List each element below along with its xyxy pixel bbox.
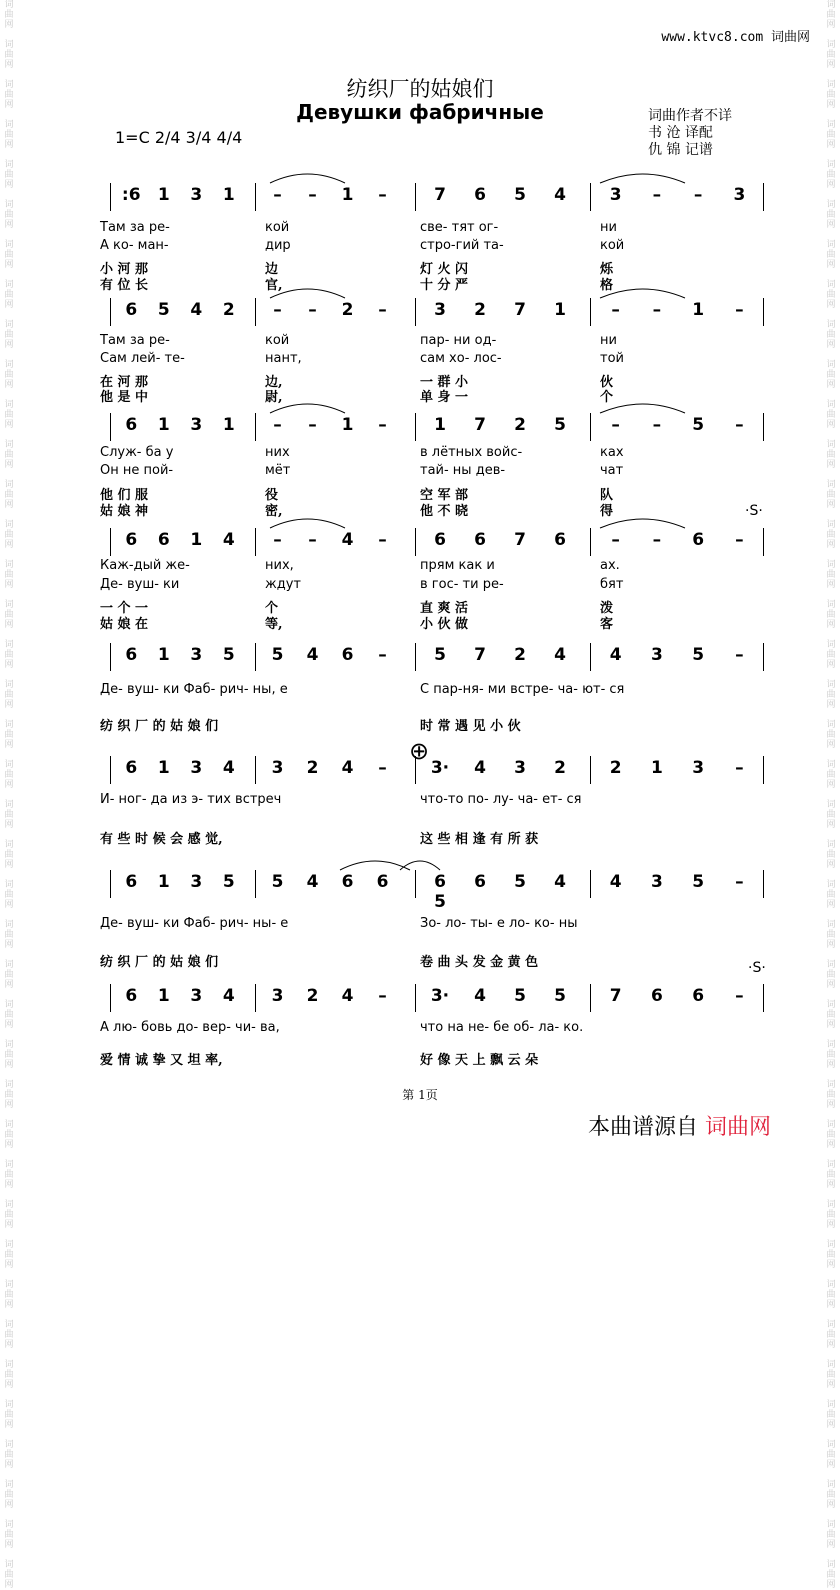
note: 2: [474, 300, 486, 320]
lyric-text: 个: [265, 601, 279, 616]
note: –: [378, 300, 387, 320]
lyric-text: 伙: [600, 375, 614, 390]
note: –: [735, 758, 744, 778]
note: 4: [341, 758, 354, 778]
lyric-text: 烁: [600, 262, 614, 277]
lyric-text: 姑 娘 在: [100, 617, 149, 632]
lyric-text: кой: [265, 333, 290, 348]
note: :6: [121, 185, 141, 205]
note: –: [378, 415, 387, 435]
note: –: [735, 645, 744, 665]
lyric-text: 尉,: [265, 390, 283, 405]
lyric-text: кой: [600, 238, 625, 253]
lyric-text: 直 爽 活: [420, 601, 469, 616]
note: –: [652, 530, 662, 550]
page-number: 第 1页: [402, 1088, 438, 1102]
note: 4: [609, 872, 622, 892]
credit-line: 书 沧 译配: [648, 125, 713, 141]
note: 1: [157, 872, 170, 892]
lyric-text: кой: [265, 220, 290, 235]
lyric-text: 这 些 相 逢 有 所 获: [420, 832, 539, 847]
note: 3: [271, 986, 284, 1006]
lyric-text: 单 身 一: [420, 390, 469, 405]
lyric-text: све- тят ог-: [420, 220, 499, 235]
lyric-text: 爱 情 诚 挚 又 坦 率,: [100, 1053, 223, 1068]
lyric-text: чат: [600, 463, 624, 478]
lyric-text: стро-гий та-: [420, 238, 504, 253]
note: 1: [692, 300, 705, 320]
lyric-text: 小 伙 做: [420, 617, 469, 632]
lyric-text: 密,: [265, 504, 283, 519]
lyric-text: 卷 曲 头 发 金 黄 色: [420, 955, 539, 970]
note: 4: [222, 758, 235, 778]
note: 6: [125, 986, 138, 1006]
lyric-text: в лётных войс-: [420, 445, 523, 460]
note: 7: [514, 300, 526, 320]
lyric-text: 纺 织 厂 的 姑 娘 们: [100, 719, 219, 734]
slur-arc: [400, 861, 440, 870]
note: 1: [222, 185, 235, 205]
slur-arc: [270, 289, 345, 298]
note: 6: [125, 758, 138, 778]
note: 6: [474, 872, 486, 892]
note: 3·: [430, 986, 450, 1006]
lyric-text: дир: [265, 238, 291, 253]
lyric-text: сам хо- лос-: [420, 351, 502, 366]
note: –: [273, 300, 282, 320]
note: 2: [514, 645, 526, 665]
note: 6: [125, 645, 138, 665]
lyric-text: 等,: [265, 617, 283, 632]
note: 3: [190, 872, 203, 892]
note: 1: [650, 758, 663, 778]
note: 6: [157, 530, 170, 550]
note: 1: [222, 415, 235, 435]
note: 2: [306, 986, 319, 1006]
note: –: [735, 872, 744, 892]
note: 5: [157, 300, 170, 320]
source-site[interactable]: 词曲网: [705, 1115, 772, 1140]
title-chinese: 纺织厂的姑娘们: [346, 77, 494, 101]
note: –: [308, 185, 317, 205]
slur-arc: [270, 174, 345, 183]
note: 3: [271, 758, 284, 778]
lyric-text: Де- вуш- ки Фаб- рич- ны, е: [100, 682, 288, 697]
note: 6: [125, 415, 138, 435]
note: –: [735, 530, 744, 550]
lyric-text: И- ног- да из э- тих встреч: [100, 792, 282, 807]
watermark-right: 词 曲 网 词 曲 网 词 曲 网 词 曲 网 词 曲 网 词 曲 网 词 曲 网 词 曲 网 词 曲 网 词 曲 网 词 曲 网 词 曲 网 词 曲 网 词 曲 网 词 曲 网 词 曲 网 词 曲 网 词 曲 网 词 曲 网 词 曲 网 词 曲 网 词 曲 网 词 曲 网 词 曲 网 词 曲 网 词 曲 网 词 曲 网 词 曲 网 词 曲 网 词 曲 网 词 曲 网 词 曲 网 词 曲 网 词 曲 网 词 曲 网 词 曲 网 词 曲 网 词 曲 网 词 曲 网 词 曲 网: [826, 0, 836, 1590]
lyric-text: 一 群 小: [420, 375, 469, 390]
lyric-text: ждут: [265, 577, 301, 592]
note: 5: [692, 645, 705, 665]
note: 1: [157, 185, 170, 205]
note: 7: [474, 645, 486, 665]
note: –: [611, 530, 620, 550]
lyric-text: 一 个 一: [100, 601, 149, 616]
lyric-text: Сам лей- те-: [100, 351, 185, 366]
note: 5: [271, 645, 284, 665]
note: 1: [157, 415, 170, 435]
lyric-text: 有 些 时 候 会 感 觉,: [100, 832, 223, 847]
lyric-text: Там за ре-: [100, 333, 170, 348]
note: 4: [306, 645, 319, 665]
note: –: [273, 185, 282, 205]
credit-line: 词曲作者不详: [648, 108, 732, 124]
note: –: [273, 415, 282, 435]
note: 7: [474, 415, 486, 435]
lyric-text: 小 河 那: [100, 262, 149, 277]
note: 3: [434, 300, 446, 320]
note: 5: [222, 645, 235, 665]
credit-line: 仇 锦 记谱: [648, 142, 713, 158]
note: –: [735, 986, 744, 1006]
lyric-text: Де- вуш- ки: [100, 577, 180, 592]
lyric-text: тай- ны дев-: [420, 463, 506, 478]
note: 3: [514, 758, 526, 778]
note: 1: [190, 530, 203, 550]
note: 5: [692, 415, 705, 435]
lyric-text: 纺 织 厂 的 姑 娘 们: [100, 955, 219, 970]
note: 6: [125, 300, 138, 320]
note: –: [378, 758, 387, 778]
lyric-text: 在 河 那: [100, 375, 149, 390]
note: –: [652, 300, 662, 320]
key-signature: 1=C 2/4 3/4 4/4: [115, 128, 243, 147]
note: 6: [341, 645, 354, 665]
note: –: [308, 530, 317, 550]
note: 5: [271, 872, 284, 892]
note: 2: [609, 758, 622, 778]
note: 4: [554, 872, 566, 892]
note: 6: [434, 530, 446, 550]
lyric-text: 空 军 部: [420, 488, 469, 503]
note: 2: [222, 300, 235, 320]
lyric-text: 泼: [600, 601, 614, 616]
note: 4: [341, 530, 354, 550]
source-prefix: 本曲谱源自: [588, 1115, 699, 1140]
note: 1: [157, 758, 170, 778]
lyric-text: 役: [265, 488, 279, 503]
lyric-text: А ко- ман-: [100, 238, 169, 253]
lyric-text: 灯 火 闪: [420, 262, 469, 277]
note: 6: [692, 986, 705, 1006]
note: 4: [222, 986, 235, 1006]
note: 4: [190, 300, 203, 320]
site-url[interactable]: www.ktvc8.com 词曲网: [661, 30, 810, 45]
segno-mark: ·S·: [745, 503, 763, 519]
note: 4: [474, 986, 486, 1006]
note: 1: [157, 986, 170, 1006]
note: 3: [692, 758, 705, 778]
lyric-text: них,: [265, 558, 294, 573]
note: 7: [609, 986, 622, 1006]
slur-arc: [340, 861, 410, 870]
note: –: [378, 185, 387, 205]
note: –: [693, 185, 703, 205]
source-credit[interactable]: [588, 1110, 771, 1141]
lyric-text: 边,: [265, 375, 283, 390]
lyric-text: ках: [600, 445, 624, 460]
lyric-text: 十 分 严: [420, 278, 469, 293]
lyric-text: Он не пой-: [100, 463, 174, 478]
note: –: [378, 645, 387, 665]
note: 5: [692, 872, 705, 892]
lyric-text: 他 们 服: [100, 488, 149, 503]
lyric-text: С пар-ня- ми встре- ча- ют- ся: [420, 682, 625, 697]
lyric-text: А лю- бовь до- вер- чи- ва,: [100, 1020, 280, 1035]
lyric-text: 个: [600, 390, 614, 405]
lyric-text: что-то по- лу- ча- ет- ся: [420, 792, 582, 807]
note: 6: [474, 185, 486, 205]
lyric-text: мёт: [265, 463, 291, 478]
watermark-left: 词 曲 网 词 曲 网 词 曲 网 词 曲 网 词 曲 网 词 曲 网 词 曲 网 词 曲 网 词 曲 网 词 曲 网 词 曲 网 词 曲 网 词 曲 网 词 曲 网 词 曲 网 词 曲 网 词 曲 网 词 曲 网 词 曲 网 词 曲 网 词 曲 网 词 曲 网 词 曲 网 词 曲 网 词 曲 网 词 曲 网 词 曲 网 词 曲 网 词 曲 网 词 曲 网 词 曲 网 词 曲 网 词 曲 网 词 曲 网 词 曲 网 词 曲 网 词 曲 网 词 曲 网 词 曲 网 词 曲 网: [4, 0, 14, 1590]
note: 3: [190, 986, 203, 1006]
note: 5: [554, 986, 566, 1006]
note: 3: [733, 185, 746, 205]
slur-arc: [270, 404, 345, 413]
lyric-text: нант,: [265, 351, 302, 366]
lyric-text: 得: [600, 504, 614, 519]
lyric-text: бят: [600, 577, 624, 592]
title-russian: Девушки фабричные: [296, 100, 544, 124]
note: –: [308, 300, 317, 320]
note: 2: [341, 300, 354, 320]
lyric-text: Зо- ло- ты- е ло- ко- ны: [420, 916, 578, 931]
slur-arc: [600, 519, 685, 528]
note: 2: [306, 758, 319, 778]
note: 1: [341, 185, 354, 205]
lyric-text: 姑 娘 神: [100, 504, 149, 519]
lyric-text: 边: [265, 262, 279, 277]
note: 5: [554, 415, 566, 435]
note: –: [735, 300, 744, 320]
note: 3: [609, 185, 622, 205]
note: 5: [514, 872, 526, 892]
note: 4: [474, 758, 486, 778]
note: 6: [125, 530, 138, 550]
note: –: [378, 530, 387, 550]
note: 4: [609, 645, 622, 665]
note: 5: [514, 185, 526, 205]
note: 6: [650, 986, 663, 1006]
lyric-text: Де- вуш- ки Фаб- рич- ны- е: [100, 916, 289, 931]
note: 6: [474, 530, 486, 550]
note: 2: [554, 758, 566, 778]
coda-mark: ⊕: [409, 737, 430, 765]
note: 3: [650, 872, 663, 892]
slur-arc: [600, 289, 685, 298]
lyric-text: Служ- ба у: [100, 445, 174, 460]
lyric-text: 他 是 中: [100, 390, 149, 405]
slur-arc: [600, 404, 685, 413]
note: –: [652, 185, 662, 205]
lyric-text: 他 不 晓: [420, 504, 469, 519]
note: 3: [190, 758, 203, 778]
note: 4: [222, 530, 235, 550]
note: –: [273, 530, 282, 550]
note: 6: [341, 872, 354, 892]
note: –: [611, 415, 620, 435]
note: 3·: [430, 758, 450, 778]
lyric-text: в гос- ти ре-: [420, 577, 504, 592]
lyric-text: пар- ни од-: [420, 333, 497, 348]
lyric-text: 队: [600, 488, 614, 503]
note: –: [378, 986, 387, 1006]
note: 4: [306, 872, 319, 892]
note: –: [735, 415, 744, 435]
note: 3: [650, 645, 663, 665]
note: 1: [157, 645, 170, 665]
lyric-text: 好 像 天 上 飘 云 朵: [420, 1053, 539, 1068]
lyric-text: Каж-дый же-: [100, 558, 190, 573]
note: 6: [125, 872, 138, 892]
note: 6 5: [434, 872, 446, 912]
note: –: [652, 415, 662, 435]
slur-arc: [270, 519, 345, 528]
note: 4: [554, 185, 566, 205]
lyric-text: ни: [600, 333, 617, 348]
note: 1: [434, 415, 446, 435]
note: 5: [222, 872, 235, 892]
note: 6: [692, 530, 705, 550]
note: –: [308, 415, 317, 435]
lyric-text: ни: [600, 220, 617, 235]
note: 3: [190, 415, 203, 435]
lyric-text: той: [600, 351, 624, 366]
slur-arc: [600, 174, 685, 183]
note: 3: [190, 645, 203, 665]
segno-mark: ·S·: [748, 960, 766, 976]
note: 7: [514, 530, 526, 550]
lyric-text: 官,: [265, 278, 283, 293]
note: 6: [554, 530, 566, 550]
note: 3: [190, 185, 203, 205]
note: 6: [376, 872, 389, 892]
lyric-text: что на не- бе об- ла- ко.: [420, 1020, 584, 1035]
note: –: [611, 300, 620, 320]
note: 7: [434, 185, 446, 205]
note: 4: [554, 645, 566, 665]
note: 4: [341, 986, 354, 1006]
lyric-text: 客: [600, 617, 614, 632]
lyric-text: них: [265, 445, 290, 460]
lyric-text: 时 常 遇 见 小 伙: [420, 719, 521, 734]
note: 1: [554, 300, 566, 320]
note: 2: [514, 415, 526, 435]
note: 5: [514, 986, 526, 1006]
note: 5: [434, 645, 446, 665]
note: 1: [341, 415, 354, 435]
lyric-text: ах.: [600, 558, 620, 573]
lyric-text: Там за ре-: [100, 220, 170, 235]
lyric-text: 格: [600, 278, 614, 293]
lyric-text: прям как и: [420, 558, 495, 573]
lyric-text: 有 位 长: [100, 278, 149, 293]
